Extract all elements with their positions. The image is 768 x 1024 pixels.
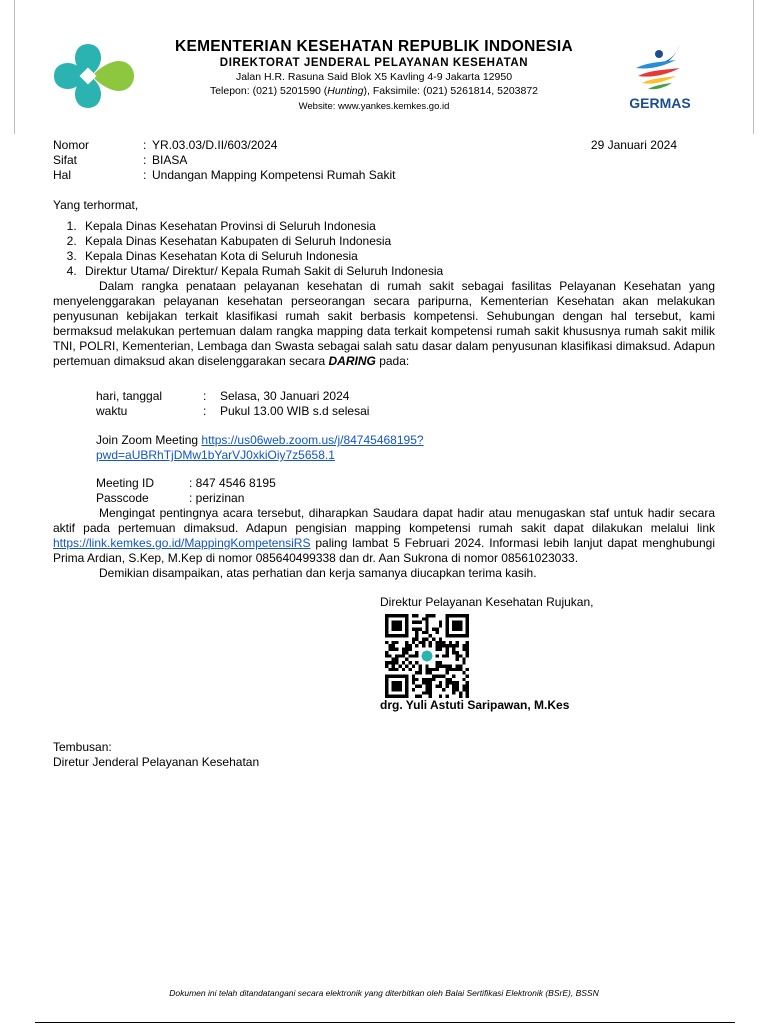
hal-value: Undangan Mapping Kompetensi Rumah Sakit <box>152 168 396 182</box>
sifat-value: BIASA <box>152 153 188 167</box>
ministry-name: KEMENTERIAN KESEHATAN REPUBLIK INDONESIA <box>174 38 574 55</box>
day-value: Selasa, 30 Januari 2024 <box>220 389 350 403</box>
bottom-rule <box>35 1022 735 1023</box>
colon: : <box>203 389 207 403</box>
meeting-id-value: : 847 4546 8195 <box>189 476 276 490</box>
nomor-label: Nomor <box>53 138 90 152</box>
zoom-link-continued[interactable]: pwd=aUBRhTjDMw1bYarVJ0xkiOiy7z5658.1 <box>96 448 335 462</box>
zoom-block <box>96 433 715 463</box>
qr-code-icon <box>385 614 469 698</box>
cc-label: Tembusan: <box>53 740 112 754</box>
letterhead <box>0 0 768 134</box>
directorate-name: DIREKTORAT JENDERAL PELAYANAN KESEHATAN <box>219 57 529 69</box>
meeting-id-row <box>96 476 715 491</box>
recipient-item: 4. Direktur Utama/ Direktur/ Kepala Rumah Sakit di Seluruh Indonesia <box>80 264 715 279</box>
recipient-list <box>53 219 715 279</box>
colon: : <box>143 153 147 167</box>
paragraph-1-end: pada: <box>375 354 410 368</box>
phone-hunting: Hunting <box>327 85 364 97</box>
phone-suffix: ), Faksimile: (021) 5261814, 5203872 <box>363 85 539 97</box>
letter-date: 29 Januari 2024 <box>590 138 677 152</box>
passcode-row <box>96 491 715 506</box>
paragraph-2 <box>53 506 715 566</box>
colon: : <box>143 168 147 182</box>
signer-name: drg. Yuli Astuti Saripawan, M.Kes <box>380 698 570 712</box>
meta-sifat <box>53 153 715 168</box>
signer-title: Direktur Pelayanan Kesehatan Rujukan, <box>380 595 594 609</box>
nomor-value: YR.03.03/D.II/603/2024 <box>152 138 278 152</box>
day-label: hari, tanggal <box>96 389 163 403</box>
salutation: Yang terhormat, <box>53 198 139 212</box>
recipient-item: 1. Kepala Dinas Kesehatan Provinsi di Seluruh Indonesia <box>80 219 715 234</box>
address: Jalan H.R. Rasuna Said Blok X5 Kavling 4-9 Jakarta 12950 <box>235 71 513 83</box>
paragraph-2-end: paling lambat 5 Februari 2024. Informasi lebih lanjut dapat menghubungi Prima Ardian, S.Kep, M.Kep di nomor 085640499338 dan dr. Aan Sukrona di nomor 08561023033. <box>53 536 715 565</box>
letterhead-text <box>144 38 604 115</box>
meta-hal <box>53 168 715 183</box>
daring-emphasis: DARING <box>328 354 376 368</box>
colon: : <box>143 138 147 152</box>
meta-nomor <box>53 138 715 153</box>
passcode-label: Passcode <box>96 491 149 505</box>
paragraph-1-text: Dalam rangka penataan pelayanan kesehatan di rumah sakit sebagai fasilitas Pelayanan Kesehatan yang menyelenggarakan pelayanan kesehatan perseorangan secara paripurna, Kementerian Kesehatan akan melakukan penyusunan kebijakan terkait klasifikasi rumah sakit berbasis kompetensi. Sehubungan dengan hal tersebut, kami bermaksud melakukan pertemuan dalam rangka mapping data terkait kompetensi rumah sakit khususnya rumah sakit milik TNI, POLRI, Kementerian, Lembaga dan Swasta sebagai salah satu dasar dalam penyusunan klasifikasi dimaksud. Adapun pertemuan dimaksud akan diselenggarakan secara <box>53 279 715 368</box>
cc-recipient: Diretur Jenderal Pelayanan Kesehatan <box>53 755 260 769</box>
zoom-link[interactable]: https://us06web.zoom.us/j/84745468195? <box>201 433 424 447</box>
letter-content <box>53 138 715 770</box>
germas-label: GERMAS <box>629 95 691 111</box>
kemkes-logo-icon <box>52 40 136 110</box>
mapping-link[interactable]: https://link.kemkes.go.id/MappingKompetensiRS <box>53 536 311 550</box>
time-value: Pukul 13.00 WIB s.d selesai <box>220 404 370 418</box>
paragraph-1 <box>53 279 715 369</box>
website: Website: www.yankes.kemkes.go.id <box>298 101 450 112</box>
contact-line <box>144 84 604 98</box>
meeting-id-label: Meeting ID <box>96 476 155 490</box>
hal-label: Hal <box>53 168 72 182</box>
time-label: waktu <box>96 404 128 418</box>
sifat-label: Sifat <box>53 153 78 167</box>
schedule-day <box>96 389 715 404</box>
germas-logo-icon <box>618 38 702 112</box>
zoom-label: Join Zoom Meeting <box>96 433 202 447</box>
schedule-time <box>96 404 715 419</box>
signature-block <box>380 595 715 713</box>
recipient-item: 2. Kepala Dinas Kesehatan Kabupaten di Seluruh Indonesia <box>80 234 715 249</box>
phone-prefix: Telepon: (021) 5201590 ( <box>209 85 328 97</box>
passcode-value: : perizinan <box>189 491 245 505</box>
colon: : <box>203 404 207 418</box>
recipient-item: 3. Kepala Dinas Kesehatan Kota di Seluruh Indonesia <box>80 249 715 264</box>
footer-note: Dokumen ini telah ditandatangani secara elektronik yang diterbitkan oleh Balai Sertifikasi Elektronik (BSrE), BSSN <box>169 988 599 998</box>
paragraph-2-text: Mengingat pentingnya acara tersebut, diharapkan Saudara dapat hadir atau menugaskan staf untuk hadir secara aktif pada pertemuan dimaksud. Adapun pengisian mapping kompetensi rumah sakit dapat dilakukan melalui link <box>53 506 715 535</box>
paragraph-3: Demikian disampaikan, atas perhatian dan kerja samanya diucapkan terima kasih. <box>99 566 537 580</box>
